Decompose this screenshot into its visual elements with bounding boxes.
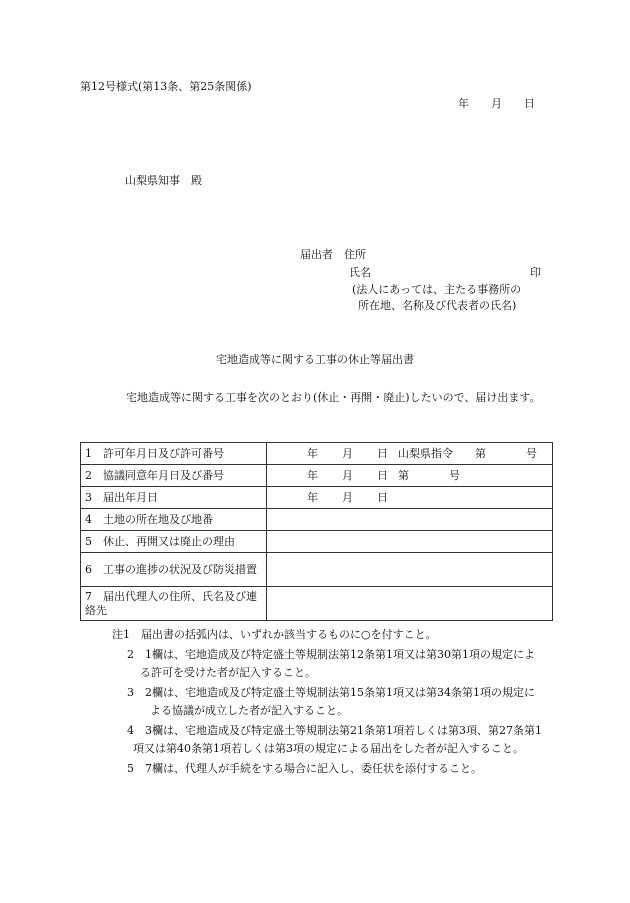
form-table — [80, 442, 553, 621]
row-value: 年 月 日 第 号 — [267, 465, 553, 487]
corporation-note-line2: 所在地、名称及び代表者の氏名) — [358, 299, 517, 312]
seal-mark: 印 — [530, 266, 541, 279]
table-row — [81, 587, 553, 621]
table-row — [81, 531, 553, 553]
year-label: 年 — [458, 97, 469, 110]
row-label: 6 工事の進捗の状況及び防災措置 — [81, 553, 267, 587]
row-label: 3 届出年月日 — [81, 487, 267, 509]
note-5: 5 7欄は、代理人が手続をする場合に記入し、委任状を添付すること。 — [127, 762, 482, 775]
table-row — [81, 443, 553, 465]
row-label: 4 土地の所在地及び地番 — [81, 509, 267, 531]
applicant-name-label: 氏名 — [349, 266, 371, 279]
table-row — [81, 465, 553, 487]
note-3-line2: よる協議が成立した者が記入すること。 — [150, 704, 348, 717]
corporation-note-line1: (法人にあっては、主たる事務所の — [352, 283, 522, 296]
table-row — [81, 509, 553, 531]
note-1: 注1 届出書の括弧内は、いずれか該当するものに○を付すこと。 — [112, 628, 437, 641]
body-text: 宅地造成等に関する工事を次のとおり(休止・再開・廃止)したいので、届け出ます。 — [126, 391, 541, 404]
row-label: 7 届出代理人の住所、氏名及び連絡先 — [81, 587, 267, 621]
row-label: 1 許可年月日及び許可番号 — [81, 443, 267, 465]
note-4-line2: 項又は第40条第1項若しくは第3項の規定による届出をした者が記入すること。 — [133, 742, 524, 755]
table-row — [81, 553, 553, 587]
addressee: 山梨県知事 殿 — [125, 174, 202, 187]
row-label: 5 休止、再開又は廃止の理由 — [81, 531, 267, 553]
note-3-line1: 3 2欄は、宅地造成及び特定盛土等規制法第15条第1項又は第34条第1項の規定に — [127, 686, 535, 699]
applicant-address-label: 届出者 住所 — [300, 248, 366, 261]
date-line — [458, 97, 535, 111]
row-value: 年 月 日 山梨県指令 第 号 — [267, 443, 553, 465]
note-2-line2: る許可を受けた者が記入すること。 — [140, 666, 316, 679]
note-2-line1: 2 1欄は、宅地造成及び特定盛土等規制法第12条第1項又は第30第1項の規定によ — [127, 648, 535, 661]
note-4-line1: 4 3欄は、宅地造成及び特定盛土等規制法第21条第1項若しくは第3項、第27条第1 — [127, 724, 542, 737]
table-row — [81, 487, 553, 509]
day-label: 日 — [524, 97, 535, 110]
form-number: 第12号様式(第13条、第25条関係) — [80, 80, 252, 93]
month-label: 月 — [491, 97, 502, 110]
row-value — [267, 587, 553, 621]
row-value: 年 月 日 — [267, 487, 553, 509]
row-value — [267, 509, 553, 531]
document-title: 宅地造成等に関する工事の休止等届出書 — [216, 353, 414, 366]
row-value — [267, 531, 553, 553]
row-label: 2 協議同意年月日及び番号 — [81, 465, 267, 487]
row-value — [267, 553, 553, 587]
